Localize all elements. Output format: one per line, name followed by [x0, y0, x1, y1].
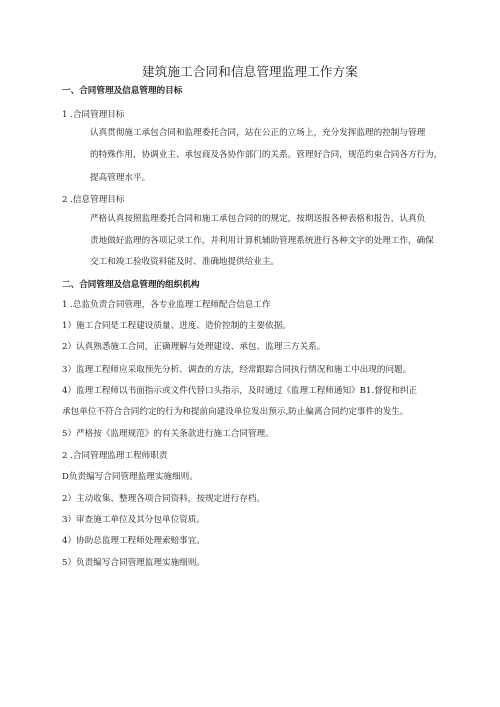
paragraph-line: 认真贯彻施工承包合同和监理委托合同，站在公正的立场上，充分发挥监理的控制与管理: [90, 128, 426, 138]
list-item: 5）负责编写合同管理监理实施细则。: [62, 558, 205, 568]
paragraph-line: 责地做好监理的各项记录工作，并利用计算机辅助管理系统进行各种文字的处理工作，确保: [90, 236, 434, 246]
paragraph-line: 的特殊作用，协调业主、承包商及各协作部门的关系。管理好合同，规范约束合同各方行为，: [90, 150, 443, 160]
list-item: 2）认真熟悉施工合同，正确理解与处理建设、承包、监理三方关系。: [62, 342, 326, 352]
list-item: 1）施工合同是工程建设质量、进度、造价控制的主要依据。: [62, 321, 291, 331]
list-item: 3）监理工程师应采取预先分析、调查的方法，经常跟踪合同执行情况和施工中出现的问题。: [62, 365, 412, 375]
list-item: D负责编写合同管理监理实施细则。: [62, 472, 198, 482]
list-item: 3）审查施工单位及其分包单位资质。: [62, 515, 205, 525]
list-item: 4）监理工程师以书面指示或文件代替口头指示，及时通过《监理工程师通知》B1.督促和纠正: [62, 386, 418, 396]
list-item: 4）协助总监理工程师处理索赔事宜。: [62, 536, 205, 546]
paragraph-line: 严格认真按照监理委托合同和施工承包合同的的规定，按期送报各种表格和报告，认真负: [90, 214, 426, 224]
list-item: 2 .合同管理监理工程师职责: [62, 451, 168, 461]
subsection-label-contract: 1 .合同管理目标: [62, 110, 125, 120]
list-item: 5）严格按《监理规范》的有关条款进行施工合同管理。: [62, 429, 274, 439]
subsection-label-info: 2 .信息管理目标: [62, 195, 125, 205]
list-item-continuation: 承包单位不符合合同约定的行为和提前向建设单位发出预示,防止偏离合同约定事件的发生。: [62, 407, 409, 417]
list-item: 2）主动收集、整理各项合同资料，按规定进行存档。: [62, 494, 266, 504]
paragraph-line: 交工和竣工验收资料能及时、准确地提供给业主。: [90, 257, 280, 267]
paragraph-line: 提高管理水平。: [90, 173, 151, 183]
section-heading-2: 二、合同管理及信息管理的组织机构: [62, 280, 200, 290]
section-heading-1: 一、合同管理及信息管理的目标: [62, 86, 183, 96]
list-item: 1 .总监负责合同管理，各专业监理工程师配合信息工作: [62, 300, 271, 310]
document-title: 建筑施工合同和信息管理监理工作方案: [142, 64, 358, 79]
